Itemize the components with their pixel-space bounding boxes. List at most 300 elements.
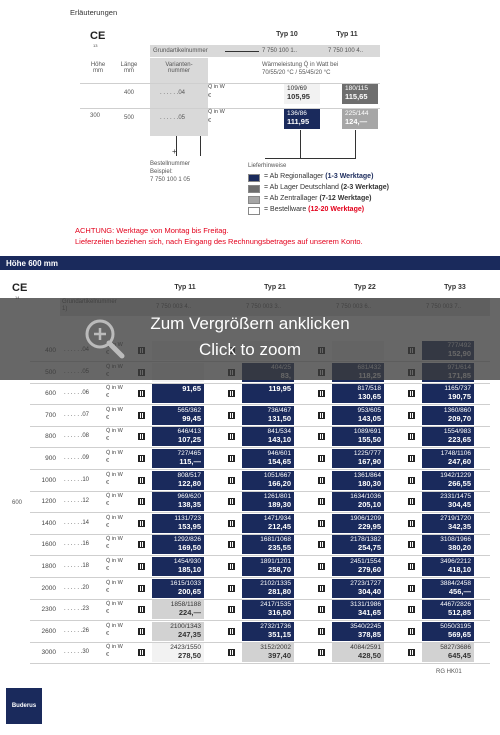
connector-line bbox=[265, 158, 356, 159]
warning-line-2: Lieferzeiten beziehen sich, nach Eingang des Rechnungsbetrages auf unserem Konto. bbox=[75, 237, 363, 246]
cell-price: 278,50 bbox=[178, 651, 201, 660]
legend-swatch bbox=[248, 207, 260, 215]
row-height-300: 300 bbox=[90, 113, 101, 119]
price-cell bbox=[422, 643, 474, 662]
cell-watt: 2178/1382 bbox=[350, 536, 381, 543]
cell-watt: 136/86 bbox=[287, 110, 307, 117]
row-length: 3000 bbox=[41, 649, 56, 656]
cell-watt: 808/517 bbox=[177, 472, 201, 479]
qr-code-icon bbox=[408, 585, 415, 592]
qr-code-icon bbox=[408, 541, 415, 548]
unit-w: Q̇ in W bbox=[106, 536, 123, 542]
cell-watt: 2732/1736 bbox=[260, 623, 291, 630]
row-variant: . . . . . .06 bbox=[64, 390, 90, 396]
connector-line bbox=[300, 130, 301, 158]
cell-price: 115,— bbox=[179, 457, 201, 466]
qr-code-icon bbox=[228, 628, 235, 635]
qr-code-icon bbox=[318, 433, 325, 440]
qr-code-icon bbox=[138, 628, 145, 635]
cell-watt: 2723/1727 bbox=[350, 580, 381, 587]
cell-watt: 817/518 bbox=[357, 385, 381, 392]
cell-price: 351,15 bbox=[268, 630, 291, 639]
cell-watt: 1454/930 bbox=[173, 558, 201, 565]
qr-code-icon bbox=[318, 390, 325, 397]
cell-price: 115,65 bbox=[345, 92, 368, 101]
price-cell bbox=[152, 384, 204, 403]
qr-code-icon bbox=[138, 390, 145, 397]
unit-w: Q̇ in W bbox=[106, 601, 123, 607]
cell-price: 304,40 bbox=[358, 587, 381, 596]
cell-watt: 1858/1188 bbox=[170, 601, 201, 608]
cell-watt: 3152/2002 bbox=[260, 644, 291, 651]
qr-code-icon bbox=[408, 649, 415, 656]
cell-watt: 3131/1986 bbox=[350, 601, 381, 608]
qr-code-icon bbox=[408, 477, 415, 484]
row-divider bbox=[30, 447, 490, 448]
qr-code-icon bbox=[138, 433, 145, 440]
unit-eur: € bbox=[106, 480, 110, 486]
cell-watt: 1615/1033 bbox=[170, 580, 201, 587]
cell-price: 569,65 bbox=[448, 630, 471, 639]
cell-price: 645,45 bbox=[448, 651, 471, 660]
price-cell bbox=[152, 406, 204, 425]
ce-sub: 13 bbox=[93, 43, 98, 48]
qr-code-icon bbox=[318, 585, 325, 592]
unit-w: Q̇ in W bbox=[106, 493, 123, 499]
warning-line-1: ACHTUNG: Werktage von Montag bis Freitag. bbox=[75, 226, 229, 235]
unit-eur: € bbox=[106, 523, 110, 529]
cell-watt: 736/467 bbox=[267, 407, 291, 414]
row-length: 400 bbox=[124, 90, 135, 96]
zoom-text-en: Click to zoom bbox=[198, 340, 302, 359]
price-cell bbox=[152, 579, 204, 598]
cell-price: 154,65 bbox=[268, 457, 291, 466]
qr-code-icon bbox=[318, 541, 325, 548]
qr-code-icon bbox=[138, 563, 145, 570]
type-header: Typ 22 bbox=[354, 284, 376, 291]
cell-price: 153,95 bbox=[178, 522, 201, 531]
row-length: 1600 bbox=[41, 541, 56, 548]
price-cell bbox=[152, 557, 204, 576]
price-cell bbox=[242, 535, 294, 554]
cell-price: 247,60 bbox=[448, 457, 471, 466]
price-cell bbox=[332, 406, 384, 425]
cell-watt: 1225/777 bbox=[353, 450, 381, 457]
cell-price: 235,55 bbox=[268, 543, 291, 552]
base-number-arrow bbox=[225, 51, 259, 52]
legend-days: (12-20 Werktage) bbox=[308, 206, 365, 213]
cell-watt: 3496/2212 bbox=[440, 558, 471, 565]
row-length: 1800 bbox=[41, 563, 56, 570]
qr-code-icon bbox=[318, 498, 325, 505]
zoom-overlay[interactable] bbox=[0, 298, 500, 380]
price-cell bbox=[242, 427, 294, 446]
unit-w: Q̇ in W bbox=[106, 450, 123, 456]
cell-price: 254,75 bbox=[358, 543, 381, 552]
cell-watt: 1131/723 bbox=[174, 515, 201, 522]
unit-eur: € bbox=[106, 436, 110, 442]
cell-watt: 969/620 bbox=[177, 493, 201, 500]
qr-code-icon bbox=[408, 412, 415, 419]
cell-price: 247,35 bbox=[178, 630, 201, 639]
qr-code-icon bbox=[228, 563, 235, 570]
row-variant: . . . . . .08 bbox=[64, 433, 90, 439]
qr-code-icon bbox=[228, 520, 235, 527]
section-header: Höhe 600 mm bbox=[0, 256, 500, 270]
qr-code-icon bbox=[228, 541, 235, 548]
row-variant: . . . . . .04 bbox=[160, 90, 186, 96]
cell-price: 167,90 bbox=[358, 457, 381, 466]
legend-desc: = Bestellware bbox=[264, 206, 309, 213]
cell-watt: 1292/826 bbox=[173, 536, 201, 543]
legend-desc: = Ab Lager Deutschland bbox=[264, 184, 341, 191]
cell-watt: 2451/1554 bbox=[350, 558, 381, 565]
cell-watt: 109/69 bbox=[287, 85, 307, 92]
cell-price: 380,20 bbox=[448, 543, 471, 552]
qr-code-icon bbox=[408, 498, 415, 505]
cell-price: 512,85 bbox=[448, 608, 471, 617]
cell-watt: 2423/1550 bbox=[170, 644, 201, 651]
row-variant: . . . . . .12 bbox=[64, 498, 90, 504]
cell-price: 155,50 bbox=[358, 435, 381, 444]
cell-price: 138,35 bbox=[178, 500, 201, 509]
ce-mark: CE bbox=[12, 282, 28, 294]
unit-eur: € bbox=[208, 93, 212, 99]
cell-price: 105,95 bbox=[287, 92, 310, 101]
buderus-logo bbox=[6, 688, 42, 724]
legend-text bbox=[264, 184, 389, 191]
row-divider bbox=[30, 512, 490, 513]
cell-watt: 1360/860 bbox=[443, 407, 471, 414]
row-divider bbox=[30, 555, 490, 556]
row-length: 800 bbox=[45, 433, 56, 440]
price-cell bbox=[242, 579, 294, 598]
price-cell bbox=[422, 579, 474, 598]
cell-price: 224,— bbox=[178, 608, 201, 617]
price-cell bbox=[242, 643, 294, 662]
cell-watt: 3540/2245 bbox=[350, 623, 381, 630]
cell-watt: 3108/1966 bbox=[440, 536, 471, 543]
unit-w: Q̇ in W bbox=[208, 84, 225, 90]
row-length: 1200 bbox=[41, 498, 56, 505]
qr-code-icon bbox=[228, 606, 235, 613]
qr-code-icon bbox=[318, 563, 325, 570]
legend-swatch bbox=[248, 185, 260, 193]
cell-watt: 2102/1335 bbox=[260, 580, 291, 587]
cell-watt: 727/465 bbox=[177, 450, 201, 457]
qr-code-icon bbox=[138, 477, 145, 484]
cell-watt: 5050/3195 bbox=[440, 623, 471, 630]
cell-price: 169,50 bbox=[178, 543, 201, 552]
row-variant: . . . . . .07 bbox=[64, 412, 90, 418]
cell-price: 378,85 bbox=[358, 630, 381, 639]
cell-watt: 3884/2458 bbox=[440, 580, 471, 587]
cell-price: 281,80 bbox=[268, 587, 291, 596]
row-length: 1400 bbox=[41, 520, 56, 527]
cell-price: 122,80 bbox=[178, 479, 201, 488]
cell-typ10-500 bbox=[284, 109, 320, 129]
row-length: 600 bbox=[45, 390, 56, 397]
price-cell bbox=[422, 471, 474, 490]
unit-eur: € bbox=[106, 458, 110, 464]
price-cell bbox=[242, 449, 294, 468]
unit-eur: € bbox=[106, 544, 110, 550]
cell-typ11-500 bbox=[342, 109, 378, 129]
unit-w: Q̇ in W bbox=[106, 385, 123, 391]
unit-w: Q̇ in W bbox=[106, 407, 123, 413]
qr-code-icon bbox=[228, 585, 235, 592]
cell-price: 258,70 bbox=[268, 565, 291, 574]
unit-eur: € bbox=[106, 393, 110, 399]
cell-price: 279,60 bbox=[358, 565, 381, 574]
qr-code-icon bbox=[318, 649, 325, 656]
price-cell bbox=[422, 406, 474, 425]
unit-eur: € bbox=[106, 609, 110, 615]
unit-w: Q̇ in W bbox=[106, 580, 123, 586]
qr-code-icon bbox=[138, 498, 145, 505]
qr-code-icon bbox=[138, 585, 145, 592]
price-cell bbox=[332, 471, 384, 490]
cell-watt: 2100/1343 bbox=[170, 623, 201, 630]
cell-price: 341,65 bbox=[358, 608, 381, 617]
price-cell bbox=[152, 449, 204, 468]
ce-mark: CE bbox=[90, 30, 106, 42]
cell-typ11-400 bbox=[342, 84, 378, 104]
base-number-2: 7 750 100 4.. bbox=[328, 48, 364, 54]
price-cell bbox=[332, 427, 384, 446]
price-cell bbox=[332, 557, 384, 576]
row-height-600: 600 bbox=[12, 500, 23, 506]
qr-code-icon bbox=[408, 433, 415, 440]
qr-code-icon bbox=[408, 455, 415, 462]
qr-code-icon bbox=[408, 628, 415, 635]
unit-w: Q̇ in W bbox=[106, 623, 123, 629]
cell-price: 200,65 bbox=[178, 587, 201, 596]
unit-w: Q̇ in W bbox=[106, 472, 123, 478]
qr-code-icon bbox=[138, 520, 145, 527]
cell-price: 130,65 bbox=[358, 392, 381, 401]
row-variant: . . . . . .30 bbox=[64, 649, 90, 655]
cell-watt: 1748/1106 bbox=[440, 450, 471, 457]
price-cell bbox=[152, 622, 204, 641]
delivery-title: Lieferhinweise bbox=[248, 163, 287, 169]
row-variant: . . . . . .14 bbox=[64, 520, 90, 526]
row-divider bbox=[30, 577, 490, 578]
cell-price: 124,— bbox=[345, 117, 368, 126]
cell-price: 143,10 bbox=[268, 435, 291, 444]
cell-watt: 841/534 bbox=[267, 428, 291, 435]
price-cell bbox=[422, 557, 474, 576]
qr-code-icon bbox=[408, 563, 415, 570]
cell-watt: 646/413 bbox=[177, 428, 201, 435]
cell-watt: 565/362 bbox=[177, 407, 201, 414]
cell-watt: 946/601 bbox=[267, 450, 291, 457]
row-length: 2300 bbox=[41, 606, 56, 613]
order-number-example: Bestellnummer Beispiel: 7 750 100 1 05 bbox=[150, 161, 191, 183]
qr-code-icon bbox=[138, 455, 145, 462]
legend-days: (7-12 Werktage) bbox=[319, 195, 372, 202]
cell-price: 99,45 bbox=[182, 414, 201, 423]
qr-code-icon bbox=[138, 412, 145, 419]
price-cell bbox=[332, 449, 384, 468]
qr-code-icon bbox=[318, 606, 325, 613]
qr-code-icon bbox=[408, 606, 415, 613]
cell-watt: 5827/3686 bbox=[440, 644, 471, 651]
legend-days: (1-3 Werktage) bbox=[325, 173, 374, 180]
price-cell bbox=[152, 514, 204, 533]
qr-code-icon bbox=[318, 628, 325, 635]
row-length: 2000 bbox=[41, 585, 56, 592]
price-cell bbox=[422, 427, 474, 446]
footer-code: RG HK01 bbox=[436, 669, 462, 675]
row-variant: . . . . . .23 bbox=[64, 606, 90, 612]
legend-desc: = Ab Regionallager bbox=[264, 173, 326, 180]
length-label: Länge mm bbox=[120, 62, 138, 74]
price-cell bbox=[242, 622, 294, 641]
price-cell bbox=[152, 492, 204, 511]
cell-price: 189,30 bbox=[268, 500, 291, 509]
cell-price: 304,45 bbox=[448, 500, 471, 509]
qr-code-icon bbox=[228, 498, 235, 505]
row-length: 2600 bbox=[41, 628, 56, 635]
price-cell bbox=[152, 471, 204, 490]
cell-watt: 225/144 bbox=[345, 110, 369, 117]
cell-watt: 2719/1720 bbox=[440, 515, 471, 522]
cell-price: 428,50 bbox=[358, 651, 381, 660]
price-cell bbox=[332, 535, 384, 554]
price-cell bbox=[332, 643, 384, 662]
row-length: 1000 bbox=[41, 477, 56, 484]
qr-code-icon bbox=[228, 412, 235, 419]
variant-label: Varianten- nummer bbox=[165, 62, 193, 74]
cell-price: 131,50 bbox=[268, 414, 291, 423]
cell-typ10-400 bbox=[284, 84, 320, 104]
row-divider bbox=[30, 404, 490, 405]
cell-watt: 1051/667 bbox=[263, 472, 291, 479]
base-number-1: 7 750 100 1.. bbox=[262, 48, 298, 54]
qr-code-icon bbox=[318, 412, 325, 419]
cell-price: 342,35 bbox=[448, 522, 471, 531]
connector-line bbox=[355, 130, 356, 158]
cell-watt: 1361/864 bbox=[353, 472, 381, 479]
cell-watt: 1089/691 bbox=[353, 428, 381, 435]
unit-eur: € bbox=[106, 631, 110, 637]
qr-code-icon bbox=[228, 455, 235, 462]
type-header: Typ 21 bbox=[264, 284, 286, 291]
cell-watt: 1261/801 bbox=[263, 493, 291, 500]
cell-price: 397,40 bbox=[268, 651, 291, 660]
cell-watt: 1471/934 bbox=[263, 515, 291, 522]
unit-w: Q̇ in W bbox=[106, 428, 123, 434]
row-divider bbox=[30, 620, 490, 621]
price-cell bbox=[422, 622, 474, 641]
qr-code-icon bbox=[228, 649, 235, 656]
price-cell bbox=[332, 492, 384, 511]
qr-code-icon bbox=[138, 606, 145, 613]
row-variant: . . . . . .10 bbox=[64, 477, 90, 483]
row-variant: . . . . . .20 bbox=[64, 585, 90, 591]
col-header-typ11: Typ 11 bbox=[336, 31, 358, 38]
cell-price: 266,55 bbox=[448, 479, 471, 488]
legend-swatch bbox=[248, 174, 260, 182]
cell-price: 107,25 bbox=[178, 435, 201, 444]
price-cell bbox=[422, 492, 474, 511]
price-cell bbox=[422, 449, 474, 468]
cell-watt: 1681/1068 bbox=[260, 536, 291, 543]
unit-w: Q̇ in W bbox=[208, 109, 225, 115]
unit-w: Q̇ in W bbox=[106, 558, 123, 564]
cell-price: 418,10 bbox=[448, 565, 471, 574]
legend-desc: = Ab Zentrallager bbox=[264, 195, 320, 202]
price-cell bbox=[242, 600, 294, 619]
cell-watt: 1165/737 bbox=[444, 385, 471, 392]
cell-watt: 953/605 bbox=[357, 407, 381, 414]
divider bbox=[80, 108, 380, 109]
price-cell bbox=[152, 643, 204, 662]
cell-price: 212,45 bbox=[268, 522, 291, 531]
price-cell bbox=[332, 514, 384, 533]
cell-watt: 4467/2826 bbox=[440, 601, 471, 608]
height-label: Höhe mm bbox=[90, 62, 106, 74]
cell-price: 205,10 bbox=[358, 500, 381, 509]
qr-code-icon bbox=[408, 390, 415, 397]
cell-price: 223,65 bbox=[448, 435, 471, 444]
cell-price: 111,95 bbox=[287, 117, 310, 126]
row-variant: . . . . . .16 bbox=[64, 541, 90, 547]
legend-swatch bbox=[248, 196, 260, 204]
unit-eur: € bbox=[106, 566, 110, 572]
price-cell bbox=[242, 557, 294, 576]
cell-watt: 1891/1201 bbox=[260, 558, 291, 565]
qr-code-icon bbox=[318, 477, 325, 484]
price-cell bbox=[242, 384, 294, 403]
unit-w: Q̇ in W bbox=[106, 515, 123, 521]
legend-text bbox=[264, 195, 371, 202]
cell-price: 456,— bbox=[448, 587, 471, 596]
connector-line bbox=[200, 136, 201, 156]
row-variant: . . . . . .26 bbox=[64, 628, 90, 634]
row-variant: . . . . . .18 bbox=[64, 563, 90, 569]
legend-text bbox=[264, 173, 373, 180]
qr-code-icon bbox=[228, 477, 235, 484]
row-divider bbox=[30, 469, 490, 470]
unit-w: Q̇ in W bbox=[106, 644, 123, 650]
base-number-label: Grundartikelnummer bbox=[153, 48, 208, 54]
qr-code-icon bbox=[228, 390, 235, 397]
cell-price: 209,70 bbox=[448, 414, 471, 423]
qr-code-icon bbox=[318, 455, 325, 462]
qr-code-icon bbox=[228, 433, 235, 440]
row-variant: . . . . . .05 bbox=[160, 115, 186, 121]
cell-price: 143,05 bbox=[358, 414, 381, 423]
row-divider bbox=[30, 663, 490, 664]
price-cell bbox=[332, 384, 384, 403]
cell-price: 316,50 bbox=[268, 608, 291, 617]
qr-code-icon bbox=[138, 649, 145, 656]
cell-watt: 180/115 bbox=[345, 85, 369, 92]
type-header: Typ 11 bbox=[174, 284, 196, 291]
logo-text: Buderus bbox=[11, 703, 37, 709]
cell-watt: 2331/1475 bbox=[440, 493, 471, 500]
price-cell bbox=[152, 535, 204, 554]
price-cell bbox=[422, 535, 474, 554]
cell-price: 190,75 bbox=[448, 392, 471, 401]
unit-eur: € bbox=[106, 415, 110, 421]
price-cell bbox=[242, 471, 294, 490]
price-cell bbox=[422, 600, 474, 619]
zoom-text-de: Zum Vergrößern anklicken bbox=[150, 314, 350, 333]
price-cell bbox=[152, 427, 204, 446]
